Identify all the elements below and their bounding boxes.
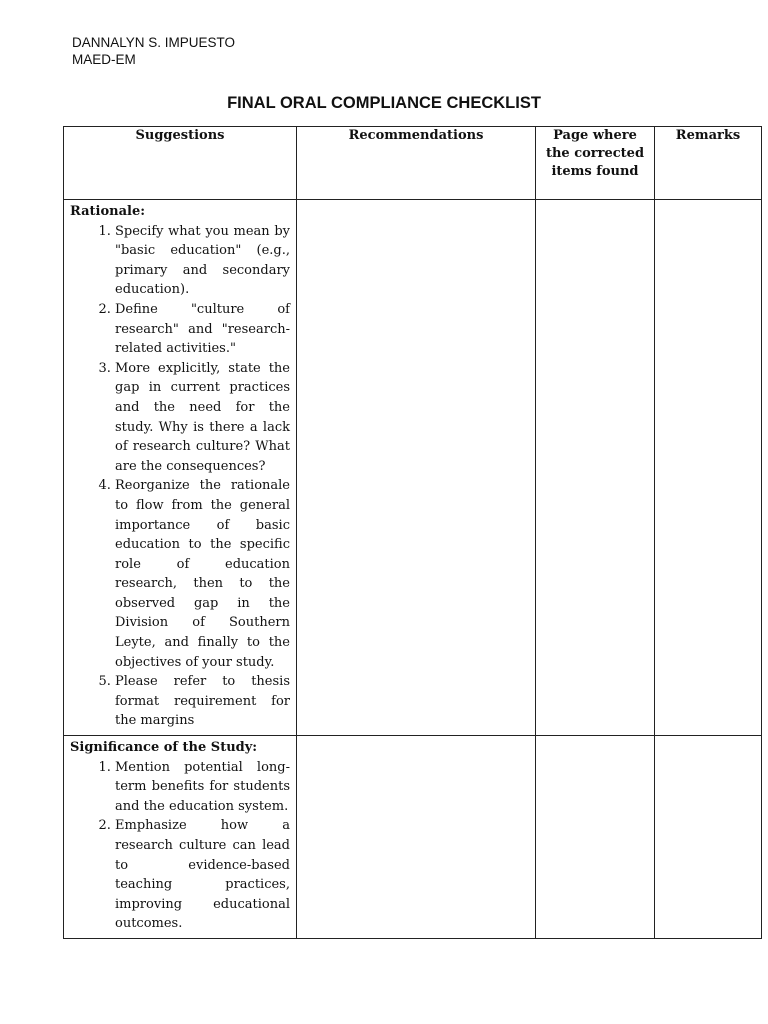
document-title: FINAL ORAL COMPLIANCE CHECKLIST	[227, 94, 541, 112]
author-program: MAED-EM	[72, 52, 136, 67]
section-title: Rationale:	[70, 204, 146, 219]
list-item: 2. Emphasize how a research culture can lead to evidence-based teaching practices, improving educational outcomes.	[115, 816, 290, 934]
remarks-cell[interactable]	[655, 736, 762, 939]
page-cell[interactable]	[536, 200, 655, 736]
list-item: 4. Reorganize the rationale to flow from the general importance of basic education to the specific role of education research, then to the observed gap in the Division of Southern Leyte, and finally to the objectives of your study.	[115, 476, 290, 672]
remarks-cell[interactable]	[655, 200, 762, 736]
header-suggestions: Suggestions	[64, 127, 297, 200]
compliance-table	[63, 126, 762, 939]
list-item: 1. Specify what you mean by "basic education" (e.g., primary and secondary education).	[115, 222, 290, 300]
list-item: 3. More explicitly, state the gap in current practices and the need for the study. Why is there a lack of research culture? What are the consequences?	[115, 359, 290, 477]
header-recommendations: Recommendations	[297, 127, 536, 200]
list-item: 5. Please refer to thesis format requirement for the margins	[115, 672, 290, 731]
list-item: 1. Mention potential long-term benefits for students and the education system.	[115, 758, 290, 817]
recommendations-cell[interactable]	[297, 200, 536, 736]
page-cell[interactable]	[536, 736, 655, 939]
table-row	[64, 736, 762, 939]
suggestion-list	[70, 222, 290, 731]
header-remarks: Remarks	[655, 127, 762, 200]
header-page-where: Page where the corrected items found	[536, 127, 655, 200]
section-title: Significance of the Study:	[70, 740, 258, 756]
suggestion-list	[70, 758, 290, 934]
recommendations-cell[interactable]	[297, 736, 536, 939]
suggestions-cell	[64, 200, 297, 736]
author-block	[72, 34, 235, 68]
header-row	[64, 127, 762, 200]
suggestions-cell	[64, 736, 297, 939]
list-item: 2. Define "culture of research" and "research-related activities."	[115, 300, 290, 359]
table-row	[64, 200, 762, 736]
author-name: DANNALYN S. IMPUESTO	[72, 35, 236, 50]
